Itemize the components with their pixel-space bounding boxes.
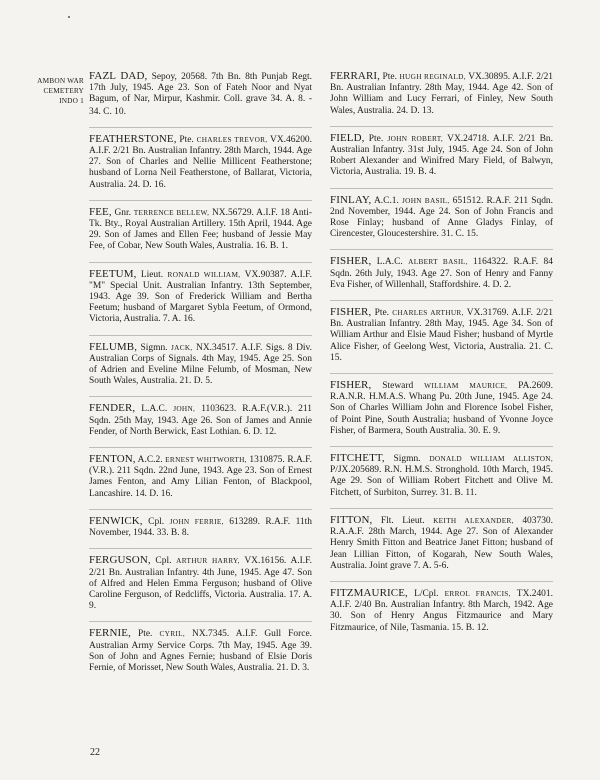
entry-rank: Pte. <box>364 133 388 144</box>
entry-surname: FEETUM, <box>89 267 137 280</box>
entry-rank: L/Cpl. <box>407 588 445 599</box>
entry-surname: FISHER, <box>330 306 372 319</box>
register-entry <box>330 195 553 241</box>
entry-details: TX.2401. A.I.F. 2/40 Bn. Australian Infantry. 8th March, 1942. Age 30. Son of Henry Angus Fitzmaurice and Mary Fitzmaurice, of Nile, Tasmania. 15. B. 12. <box>330 588 553 633</box>
entry-rank: A.C.1. <box>371 195 403 206</box>
entry-rank: L.A.C. <box>371 257 409 268</box>
entry-given-names: ALBERT BASIL, <box>408 257 468 267</box>
entry-surname: FITTON, <box>330 513 373 526</box>
entry-given-names: HUGH REGINALD, <box>399 72 466 81</box>
entry-details: 1310875. R.A.F.(V.R.). 211 Sqdn. 22nd June, 1943. Age 23. Son of Ernest James Fenton, and Amy Lilian Fenton, of Blackpool, Lancashire. 14. D. 16. <box>89 455 312 499</box>
entry-details: NX.7345. A.I.F. Gull Force. Australian Army Service Corps. 7th May, 1945. Age 39. Son of John and Agnes Fernie; husband of Elsie Doris Fernie, of Morisset, New South Wales, Australia. 21. D. 3. <box>89 629 313 673</box>
entry-given-names: ERROL FRANCIS, <box>444 588 511 598</box>
entry-rank: Sepoy, 20568. 7th Bn. 8th Punjab Regt. 17th July, 1945. Age 23. Son of Fateh Noor and Nyat Bagum, of Nar, Mirpur, Kashmir. Coll. grave 34. A. 8. - 34. C. 10. <box>89 72 312 117</box>
entry-divider <box>89 200 312 201</box>
cemetery-label-line1: AMBON WAR <box>37 76 84 85</box>
register-entry <box>330 71 553 117</box>
entry-rank: Pte. <box>380 72 400 82</box>
entry-details: VX.46200. A.I.F. 2/21 Bn. Australian Infantry. 28th March, 1944. Age 27. Son of Charles and Nellie Millicent Featherstone; husband of Lorna Neil Featherstone, of Ballarat, Victoria, Australia. 24. D. 16. <box>89 134 312 190</box>
entry-divider <box>330 373 553 374</box>
entry-rank: A.C.2. <box>135 455 166 466</box>
register-entry <box>89 71 312 118</box>
entry-given-names: DONALD WILLIAM ALLISTON, <box>429 454 554 464</box>
register-entry <box>89 454 312 500</box>
entry-divider <box>330 126 553 127</box>
entry-rank: Cpl. <box>142 516 170 527</box>
entry-details: VX.24718. A.I.F. 2/21 Bn. Australian Infantry. 31st July, 1945. Age 24. Son of John Robert Alexander and Winifred Mary Field, of Balwyn, Victoria, Australia. 19. B. 4. <box>330 133 554 178</box>
entry-divider <box>89 396 312 397</box>
register-entry <box>89 134 312 191</box>
entry-surname: FENTON, <box>89 453 136 466</box>
entry-divider <box>89 127 312 128</box>
entry-divider <box>330 249 553 250</box>
entry-details: NX.34517. A.I.F. Sigs. 8 Div. Australian Corps of Signals. 4th May, 1945. Age 25. Son of Adrien and Eveline Milne Felumb, of Mosman, New South Wales, Australia. 21. D. 5. <box>89 342 312 387</box>
register-entry <box>89 555 312 612</box>
entry-given-names: JOHN, <box>173 404 196 414</box>
register-entry <box>330 307 553 364</box>
register-entry <box>330 133 553 179</box>
entry-rank: Pte. <box>176 134 197 145</box>
cemetery-label-line2: CEMETERY <box>43 86 84 95</box>
register-entry <box>89 403 312 438</box>
entry-rank: Sigmn. <box>384 454 430 465</box>
left-column <box>89 71 312 674</box>
entry-divider <box>330 581 553 582</box>
register-entry <box>330 588 553 634</box>
entry-divider <box>89 548 312 549</box>
entry-divider <box>330 188 553 189</box>
entry-details: P/JX.205689. R.N. H.M.S. Stronghold. 10th March, 1945. Age 29. Son of William Robert Fitchett and Olive M. Fitchett, of Surbiton, Surrey. 31. B. 11. <box>330 465 553 498</box>
entry-given-names: CHARLES ARTHUR, <box>392 308 464 318</box>
entry-given-names: JACK, <box>170 342 193 352</box>
entry-details: 403730. R.A.A.F. 28th March, 1944. Age 27. Son of Alexander Henry Smith Fitton and Beatrice Janet Fitton; husband of Jean Lillian Fitton, of Kogarah, New South Wales, Australia. Joint grave 7. A. 5-6. <box>330 515 554 571</box>
entry-details: 613289. R.A.F. 11th November, 1944. 33. B. 8. <box>89 516 312 539</box>
entry-surname: FERGUSON, <box>89 554 151 567</box>
cemetery-label-line3: INDO 1 <box>59 96 84 105</box>
entry-surname: FEATHERSTONE, <box>89 132 177 145</box>
register-entry <box>330 515 553 572</box>
register-entry <box>330 453 553 499</box>
entry-given-names: ARTHUR HARRY, <box>176 556 240 566</box>
entry-divider <box>89 262 312 263</box>
entry-given-names: WILLIAM MAURICE, <box>424 381 508 391</box>
entry-divider <box>89 621 312 622</box>
entry-divider <box>330 446 553 447</box>
entry-rank: Pte. <box>371 308 393 319</box>
entry-divider <box>89 335 312 336</box>
entry-details: VX.90387. A.I.F. "M" Special Unit. Australian Infantry. 13th September, 1943. Age 39. Son of Frederick William and Bertha Feetum; husband of Margaret Sybla Feetum, of Ormond, Victoria, Australia. 7. A. 16. <box>89 269 313 325</box>
entry-given-names: RONALD WILLIAM, <box>167 269 241 279</box>
page-number: 22 <box>90 747 100 758</box>
entry-details: NX.56729. A.I.F. 18 Anti-Tk. Bty., Royal Australian Artillery. 15th April, 1944. Age 29. Son of James and Ellen Fee; husband of Jessie May Fee, of Cobar, New South Wales, Australia. 16. B. 1. <box>89 207 313 252</box>
entry-details: 1164322. R.A.F. 84 Sqdn. 26th July, 1943. Age 27. Son of Henry and Fanny Eva Fisher, of Willenhall, Staffordshire. 4. D. 2. <box>330 257 553 290</box>
right-column <box>330 71 553 634</box>
entry-given-names: JOHN BASIL, <box>402 195 450 205</box>
entry-surname: FITCHETT, <box>330 452 385 465</box>
paper-speck <box>68 16 70 18</box>
entry-given-names: KEITH ALEXANDER, <box>433 515 514 525</box>
entry-details: VX.16156. A.I.F. 2/21 Bn. Australian Infantry. 4th June, 1945. Age 47. Son of Alfred and Helen Emma Ferguson; husband of Olive Caroline Ferguson, of Redcliffs, Victoria. Australia. 17. A. 9. <box>89 556 313 612</box>
entry-surname: FISHER, <box>330 255 372 268</box>
entry-rank: Steward <box>371 381 425 392</box>
entry-details: PA.2609. R.A.N.R. H.M.A.S. Whang Pu. 20th June, 1945. Age 24. Son of Charles William John and Florence Isobel Fisher, of Point Pine, South Australia; husband of Yvonne Joyce Fisher, of Barmera, South Australia. 30. E. 9. <box>330 381 553 436</box>
entry-surname: FERRARI, <box>330 70 381 82</box>
entry-details: VX.30895. A.I.F. 2/21 Bn. Australian Infantry. 28th May, 1944. Age 42. Son of John William and Lucy Ferrari, of Finley, New South Wales, Australia. 24. D. 13. <box>330 72 554 116</box>
entry-divider <box>89 509 312 510</box>
entry-divider <box>330 508 553 509</box>
entry-surname: FITZMAURICE, <box>330 586 408 599</box>
entry-given-names: JOHN ROBERT, <box>387 133 444 143</box>
entry-surname: FEE, <box>89 205 112 218</box>
entry-given-names: ERNEST WHITWORTH, <box>165 455 247 465</box>
register-entry <box>89 207 312 253</box>
entry-surname: FENDER, <box>89 402 136 415</box>
register-entry <box>89 628 312 674</box>
entry-surname: FELUMB, <box>89 340 138 353</box>
entry-given-names: CHARLES TREVOR, <box>196 134 268 144</box>
entry-details: 651512. R.A.F. 211 Sqdn. 2nd November, 1944. Age 24. Son of John Francis and Rose Finlay; husband of Anne Gladys Finlay, of Cirencester, Gloucestershire. 31. C. 15. <box>330 195 553 240</box>
entry-surname: FENWICK, <box>89 514 143 527</box>
entry-details: VX.31769. A.I.F. 2/21 Bn. Australian Infantry. 28th May, 1945. Age 34. Son of William Arthur and Elsie Maud Fisher; husband of Myrtle Alice Fisher, of Geelong West, Victoria, Australia. 21. C. 15. <box>330 308 553 363</box>
register-entry <box>330 256 553 291</box>
register-entry <box>330 380 553 437</box>
entry-divider <box>89 447 312 448</box>
entry-rank: L.A.C. <box>135 404 174 415</box>
entry-rank: Sigmn. <box>137 342 171 353</box>
entry-rank: Lieut. <box>136 269 168 280</box>
entry-surname: FISHER, <box>330 379 372 392</box>
cemetery-label <box>14 76 84 106</box>
register-entry <box>89 269 312 326</box>
entry-surname: FAZL DAD, <box>89 70 148 82</box>
register-entry <box>89 516 312 539</box>
entry-details: 1103623. R.A.F.(V.R.). 211 Sqdn. 25th May, 1943. Age 26. Son of James and Annie Fender, of North Berwick, East Lothian. 6. D. 12. <box>89 404 312 437</box>
entry-given-names: TERRENCE BELLEW, <box>133 207 210 217</box>
entry-surname: FIELD, <box>330 131 365 144</box>
entry-rank: Flt. Lieut. <box>372 515 434 526</box>
entry-rank: Pte. <box>130 629 160 640</box>
entry-given-names: CYRIL, <box>159 629 185 639</box>
entry-rank: Gnr. <box>111 207 134 218</box>
entry-surname: FINLAY, <box>330 193 372 206</box>
entry-divider <box>330 300 553 301</box>
register-entry <box>89 342 312 388</box>
entry-given-names: JOHN FERRIE, <box>169 516 224 526</box>
entry-surname: FERNIE, <box>89 627 131 640</box>
entry-rank: Cpl. <box>150 556 177 567</box>
